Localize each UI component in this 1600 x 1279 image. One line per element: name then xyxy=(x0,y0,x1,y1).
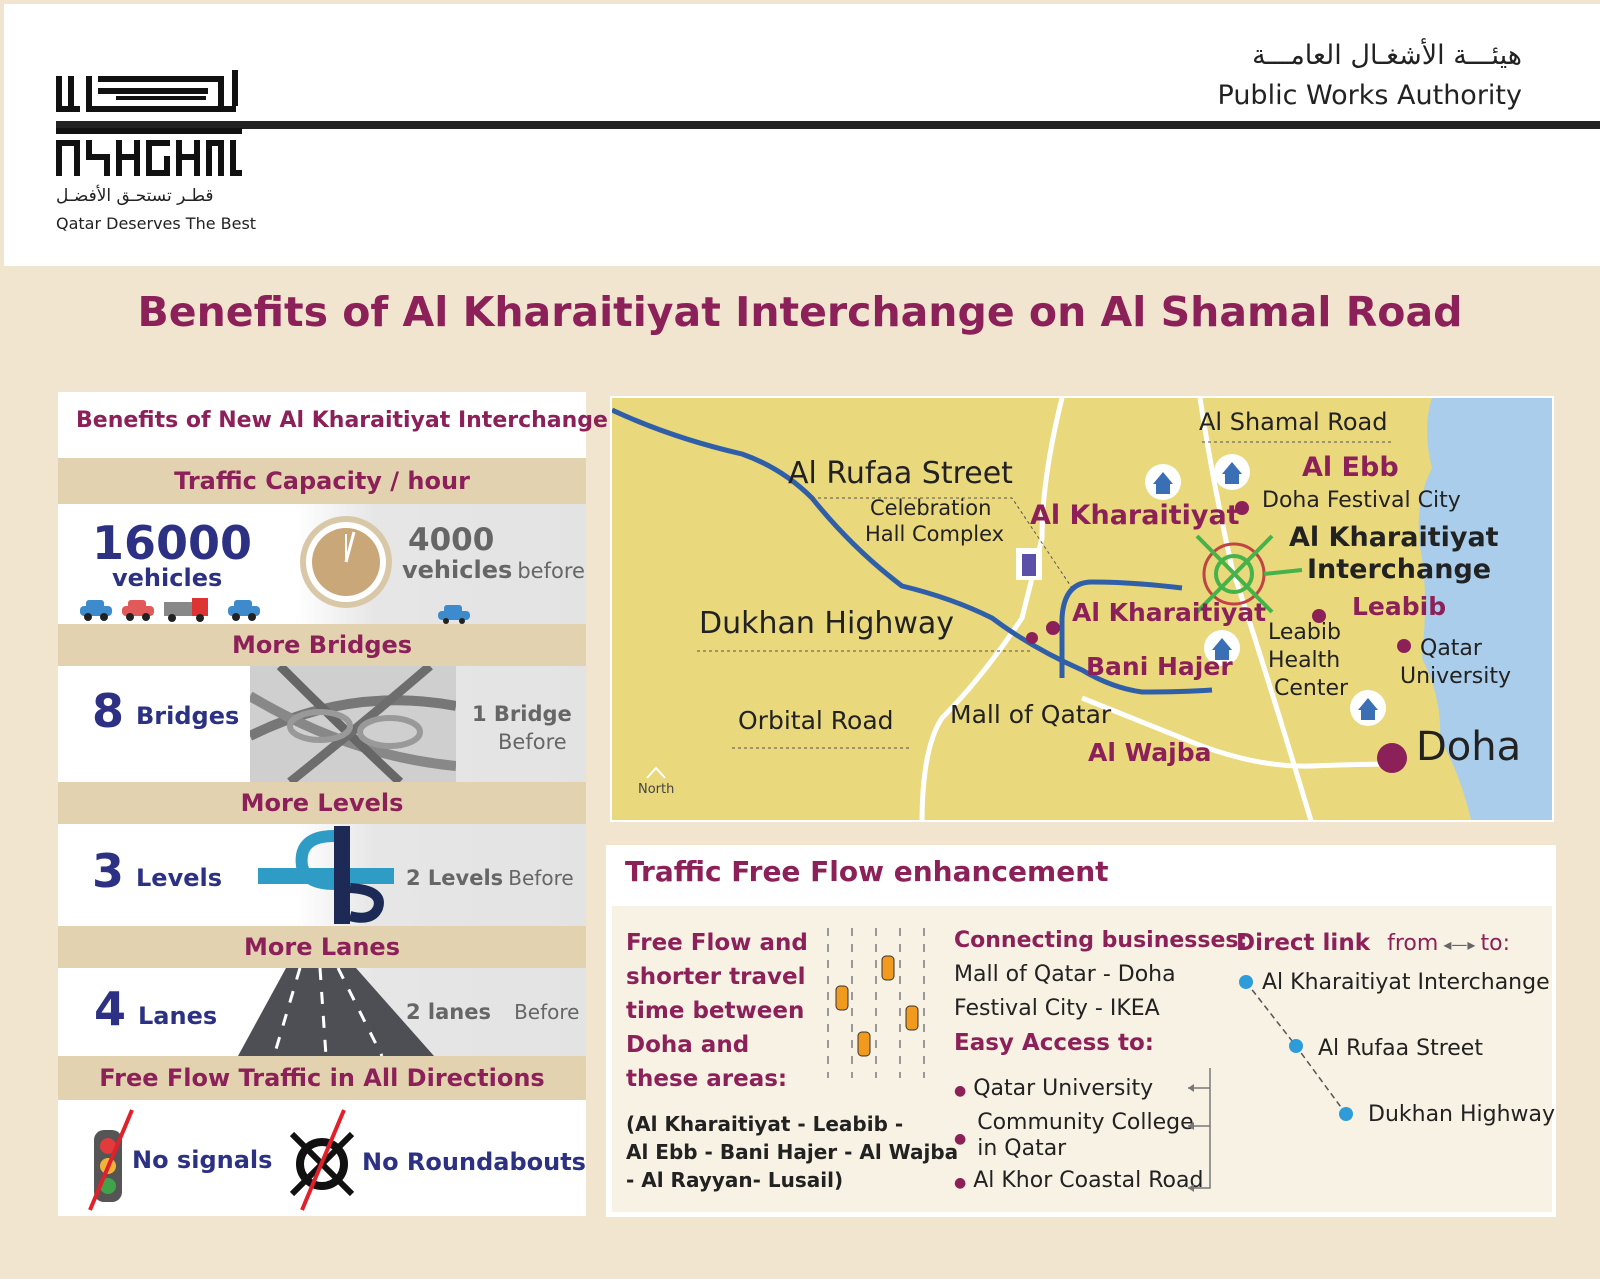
map-doha-festival-city: Doha Festival City xyxy=(1262,488,1461,513)
access-item-1: ● Qatar University xyxy=(954,1076,1154,1101)
levels-before-2: Before xyxy=(508,866,574,890)
direct-link-stop-3: Dukhan Highway xyxy=(1368,1102,1556,1127)
freeflow-band xyxy=(58,1056,586,1100)
bridges-now-value: 8 xyxy=(92,684,125,738)
access-item-2-line-2: in Qatar xyxy=(977,1136,1067,1161)
map-interchange-1: Al Kharaitiyat xyxy=(1289,522,1499,553)
tagline-english: Qatar Deserves The Best xyxy=(56,214,257,233)
map-qatar-univ-2: University xyxy=(1400,664,1511,689)
direct-link-stop-2: Al Rufaa Street xyxy=(1318,1036,1483,1061)
levels-icon xyxy=(258,826,398,928)
benefits-panel-heading: Benefits of New Al Kharaitiyat Interchange xyxy=(76,408,608,433)
tagline-arabic: قطـر تستحـق الأفضـل xyxy=(56,186,214,206)
area-map xyxy=(610,396,1554,822)
capacity-before-value: 4000 xyxy=(408,522,495,558)
map-interchange-2: Interchange xyxy=(1307,554,1492,585)
levels-now-value: 3 xyxy=(92,844,125,898)
access-item-1-label: Qatar University xyxy=(973,1076,1154,1101)
map-leabib-hc-3: Center xyxy=(1274,676,1349,701)
business-line-2: Festival City - IKEA xyxy=(954,996,1160,1021)
levels-before xyxy=(406,866,574,890)
areas-line-2: Al Ebb - Bani Hajer - Al Wajba xyxy=(626,1140,959,1164)
capacity-band xyxy=(58,458,586,504)
bridges-now-unit: Bridges xyxy=(136,702,240,730)
traffic-light-icon xyxy=(86,1108,136,1216)
map-dukhan-highway: Dukhan Highway xyxy=(699,606,955,641)
map-qatar-univ-1: Qatar xyxy=(1420,636,1482,661)
authority-english: Public Works Authority xyxy=(1217,80,1522,111)
no-roundabouts-label: No Roundabouts xyxy=(362,1148,586,1176)
easy-access-heading: Easy Access to: xyxy=(954,1030,1154,1056)
map-leabib: Leabib xyxy=(1352,592,1447,621)
no-signals-label: No signals xyxy=(132,1146,273,1174)
map-orbital-road: Orbital Road xyxy=(738,706,894,735)
access-bracket xyxy=(1180,1066,1216,1198)
areas-line-3: - Al Rayyan- Lusail) xyxy=(626,1168,844,1192)
capacity-now-unit: vehicles xyxy=(112,564,223,592)
page-title: Benefits of Al Kharaitiyat Interchange on Al Shamal Road xyxy=(137,288,1463,336)
business-line-1: Mall of Qatar - Doha xyxy=(954,962,1176,987)
ashghal-logo xyxy=(56,70,246,182)
access-item-3-label: Al Khor Coastal Road xyxy=(973,1168,1204,1193)
freeflow-band-label: Free Flow Traffic in All Directions xyxy=(99,1064,545,1092)
capacity-now-value: 16000 xyxy=(92,516,253,570)
bridges-band-label: More Bridges xyxy=(231,631,413,659)
lanes-now-value: 4 xyxy=(94,982,127,1036)
access-item-2-line-1: Community College xyxy=(977,1110,1194,1135)
map-al-shamal-road: Al Shamal Road xyxy=(1199,408,1388,436)
levels-before-1: 2 Levels xyxy=(406,866,504,890)
lanes-band-label: More Lanes xyxy=(244,933,400,961)
capacity-band-label: Traffic Capacity / hour xyxy=(174,467,470,495)
lanes-now-unit: Lanes xyxy=(138,1002,218,1030)
lanes-before-1: 2 lanes xyxy=(406,1000,491,1024)
free-flow-line-2: shorter travel xyxy=(626,964,806,990)
bridges-before-1: 1 Bridge xyxy=(472,702,572,726)
capacity-before-text xyxy=(402,556,585,584)
free-flow-line-1: Free Flow and xyxy=(626,930,808,956)
direct-link-to: to: xyxy=(1480,931,1511,956)
direct-link-heading xyxy=(1236,930,1510,956)
map-al-kharaitiyat-south: Al Kharaitiyat xyxy=(1072,598,1267,627)
access-item-3: ● Al Khor Coastal Road xyxy=(954,1168,1204,1193)
areas-list xyxy=(626,1110,958,1194)
clock-icon xyxy=(296,514,396,614)
lanes-icon xyxy=(238,968,434,1060)
header-rule xyxy=(56,121,1600,129)
map-al-wajba: Al Wajba xyxy=(1088,738,1212,767)
map-celebration-1: Celebration xyxy=(870,496,992,520)
map-al-ebb: Al Ebb xyxy=(1302,452,1399,483)
arrow-both-icon: ◂—▸ xyxy=(1443,935,1476,954)
lanes-before xyxy=(406,1000,579,1024)
free-flow-panel-title: Traffic Free Flow enhancement xyxy=(625,855,1109,888)
lanes-band xyxy=(58,926,586,968)
areas-line-1: (Al Kharaitiyat - Leabib - xyxy=(626,1112,904,1136)
direct-link-label: Direct link xyxy=(1236,930,1370,956)
bridges-before-2: Before xyxy=(498,730,567,754)
connecting-heading: Connecting businesses: xyxy=(954,928,1248,953)
free-flow-line-5: these areas: xyxy=(626,1066,788,1092)
levels-band-label: More Levels xyxy=(240,789,404,817)
free-flow-column xyxy=(626,926,808,1096)
map-celebration-2: Hall Complex xyxy=(865,522,1005,546)
authority-arabic: هيئـــة الأشغـال العامـــة xyxy=(1252,40,1522,71)
bridges-band xyxy=(58,624,586,666)
direct-link-from: from xyxy=(1387,931,1439,956)
levels-now-unit: Levels xyxy=(136,864,223,892)
roundabout-icon xyxy=(288,1108,358,1216)
access-item-2: $_●$ Community College in Qatar xyxy=(954,1110,1194,1161)
free-flow-line-4: Doha and xyxy=(626,1032,750,1058)
flowing-cars-icon xyxy=(826,928,926,1082)
capacity-before-unit: vehicles xyxy=(402,556,513,584)
bridges-photo xyxy=(250,666,456,782)
map-north: North xyxy=(638,782,675,797)
map-leabib-hc-1: Leabib xyxy=(1268,620,1341,645)
levels-band xyxy=(58,782,586,824)
capacity-before-word: before xyxy=(517,559,585,583)
connecting-column xyxy=(954,924,1247,1060)
map-mall-of-qatar: Mall of Qatar xyxy=(950,700,1112,729)
lanes-before-2: Before xyxy=(514,1000,580,1024)
free-flow-line-3: time between xyxy=(626,998,805,1024)
map-bani-hajer: Bani Hajer xyxy=(1086,652,1233,681)
direct-link-stop-1: Al Kharaitiyat Interchange xyxy=(1262,970,1550,995)
map-doha: Doha xyxy=(1416,724,1522,770)
map-al-kharaitiyat-north: Al Kharaitiyat xyxy=(1030,500,1240,531)
map-al-rufaa-street: Al Rufaa Street xyxy=(788,456,1013,491)
map-leabib-hc-2: Health xyxy=(1268,648,1341,673)
